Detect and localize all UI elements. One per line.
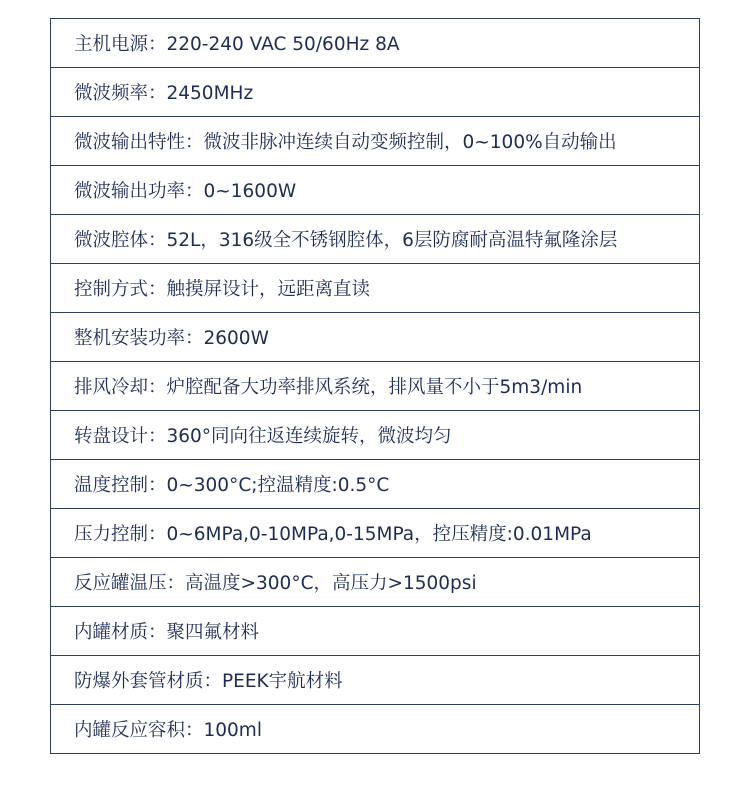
spec-table xyxy=(50,18,700,754)
spec-row-microwave-frequency: 微波频率：2450MHz xyxy=(51,68,699,117)
spec-row-microwave-cavity: 微波腔体：52L，316级全不锈钢腔体，6层防腐耐高温特氟隆涂层 xyxy=(51,215,699,264)
spec-row-control-mode: 控制方式：触摸屏设计，远距离直读 xyxy=(51,264,699,313)
spec-row-inner-vessel-material: 内罐材质：聚四氟材料 xyxy=(51,607,699,656)
spec-row-exhaust-cooling: 排风冷却：炉腔配备大功率排风系统，排风量不小于5m3/min xyxy=(51,362,699,411)
spec-row-turntable-design: 转盘设计：360°同向往返连续旋转，微波均匀 xyxy=(51,411,699,460)
spec-row-microwave-output-power: 微波输出功率：0~1600W xyxy=(51,166,699,215)
spec-row-vessel-temp-pressure: 反应罐温压：高温度>300°C，高压力>1500psi xyxy=(51,558,699,607)
spec-row-installed-power: 整机安装功率：2600W xyxy=(51,313,699,362)
spec-row-inner-vessel-volume: 内罐反应容积：100ml xyxy=(51,705,699,754)
spec-row-outer-sleeve-material: 防爆外套管材质：PEEK宇航材料 xyxy=(51,656,699,705)
spec-row-power-supply: 主机电源：220-240 VAC 50/60Hz 8A xyxy=(51,19,699,68)
spec-row-pressure-control: 压力控制：0~6MPa,0-10MPa,0-15MPa，控压精度:0.01MPa xyxy=(51,509,699,558)
spec-row-microwave-output-characteristics: 微波输出特性：微波非脉冲连续自动变频控制，0~100%自动输出 xyxy=(51,117,699,166)
spec-row-temperature-control: 温度控制：0~300°C;控温精度:0.5°C xyxy=(51,460,699,509)
